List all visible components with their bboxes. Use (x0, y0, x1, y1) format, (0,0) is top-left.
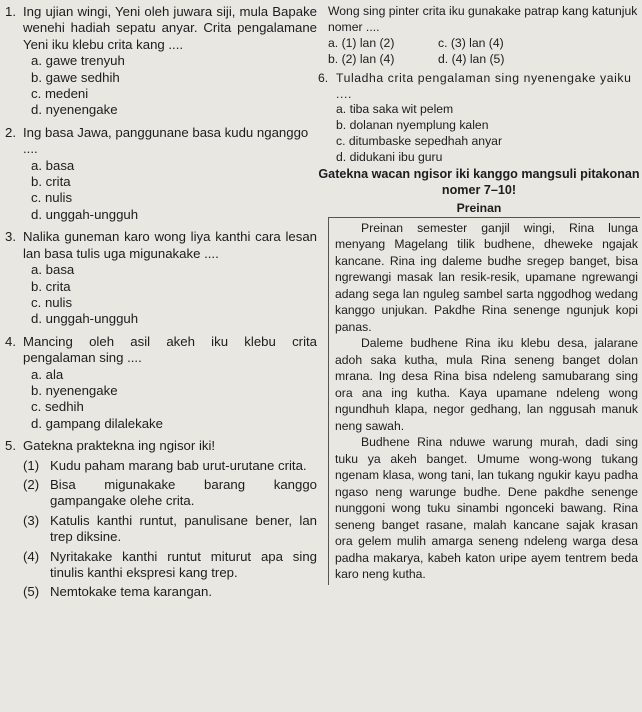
right-column (318, 4, 640, 585)
left-column (5, 4, 317, 601)
option-a[interactable] (31, 53, 317, 69)
option-b[interactable] (31, 279, 317, 295)
task-text: Katulis kanthi runtut, panulisane bener, lan trep diksine. (50, 512, 317, 545)
question-stem: Gatekna praktekna ing ngisor iki! (23, 438, 216, 454)
option-text: basa (45, 262, 75, 278)
option-letter: d. (336, 150, 347, 165)
task-number: (2) (23, 476, 40, 492)
task-item-4 (23, 549, 317, 582)
option-letter: b. (31, 278, 42, 294)
option-c[interactable] (31, 190, 317, 206)
question-stem: Mancing oleh asil akeh iku klebu crita pengalaman sing .... (23, 333, 317, 366)
option-c[interactable] (31, 399, 317, 415)
passage-title: Preinan (456, 200, 502, 215)
option-letter: a. (31, 366, 42, 382)
passage-paragraph-3: Budhene Rina nduwe warung murah, dadi sing tuku ya akeh banget. Umume wong-wong tukang ngenam klasa, wong tani, lan tukang ngukir kayu padha ngaso neng warunge budhe. Dene pakdhe senenge nunggoni wong tuku sinambi ngonceki bawang. Rina seneng banget rasane, malah kancane sajak krasan ora gelem mulih amarga seneng ndeleng warga desa padha makarya, kabeh katon uripe ayem tentrem beda karo neng kutha. (335, 435, 638, 582)
option-a[interactable] (31, 158, 317, 174)
option-text: nyenengake (45, 102, 118, 118)
option-letter: d. (438, 51, 449, 66)
option-letter: a. (31, 157, 42, 173)
option-b[interactable] (336, 118, 640, 134)
reading-passage (328, 217, 640, 585)
option-letter: a. (31, 262, 42, 278)
option-letter: b. (31, 382, 42, 398)
option-letter: d. (31, 206, 42, 222)
option-d[interactable] (336, 150, 640, 166)
option-b[interactable] (31, 174, 317, 190)
option-letter: d. (31, 415, 42, 431)
task-item-2 (23, 477, 317, 510)
option-a[interactable] (31, 367, 317, 383)
option-text: gawe sedhih (45, 69, 120, 85)
option-c[interactable] (336, 134, 640, 150)
task-item-5 (23, 584, 317, 600)
question-continued (318, 4, 640, 68)
option-text: gawe trenyuh (45, 53, 125, 69)
option-letter: b. (31, 69, 42, 85)
option-text: tiba saka wit pelem (349, 102, 454, 117)
question-5 (5, 438, 317, 601)
question-number: 1. (5, 4, 16, 19)
passage-paragraph-2: Daleme budhene Rina iku klebu desa, jalarane adoh saka kutha, mula Rina seneng banget dolan mrana. Ing desa Rina bisa ndeleng samubarang sing ora ana ing kutha. Kaya upamane ndeleng wong ngundhuh klapa, negor gedhang, lan nggusah manuk neng sawah. (335, 336, 638, 433)
question-1 (5, 4, 317, 119)
option-letter: c. (31, 190, 42, 206)
option-c[interactable] (31, 86, 317, 102)
option-text: didukani ibu guru (349, 150, 443, 165)
task-item-3 (23, 513, 317, 546)
option-letter: a. (31, 53, 42, 69)
option-text: gampang dilalekake (45, 415, 163, 431)
option-row-2 (328, 52, 640, 68)
option-text: ala (45, 366, 64, 382)
option-text: (4) lan (5) (451, 51, 505, 66)
option-c[interactable] (31, 295, 317, 311)
option-d[interactable] (31, 102, 317, 118)
task-text: Nemtokake tema karangan. (50, 584, 212, 600)
passage-paragraph-1: Preinan semester ganjil wingi, Rina lunga menyang Magelang tilik budhene, dheweke ngajak kancane. Rina ing daleme budhe sregep banget, bisa ngrewangi masak lan resik-resik, upamane ngrewangi adang sega lan nguleg sambel sarta nggodhog wedang kanggo unjukan. Pakdhe Rina senenge ngunjuk kopi panas. (335, 220, 638, 334)
question-stem: Wong sing pinter crita iku gunakake patrap kang katunjuk nomer .... (328, 4, 638, 34)
task-number: (1) (23, 457, 40, 473)
option-text: crita (45, 174, 71, 190)
option-text: unggah-ungguh (45, 206, 139, 222)
question-4 (5, 334, 317, 432)
option-c[interactable] (438, 36, 504, 52)
task-text: Nyritakake kanthi runtut miturut apa sing tinulis kanthi ekspresi kang trep. (50, 548, 317, 580)
option-d[interactable] (438, 52, 504, 68)
option-text: (3) lan (4) (450, 35, 504, 50)
option-letter: c. (31, 399, 42, 415)
option-d[interactable] (31, 416, 317, 432)
question-number: 4. (5, 333, 16, 349)
option-letter: c. (31, 294, 42, 310)
option-b[interactable] (31, 383, 317, 399)
task-text: Bisa migunakake barang kanggo gampangake olehe crita. (50, 476, 317, 509)
option-text: nyenengake (45, 382, 118, 398)
option-text: nulis (44, 294, 73, 310)
option-b[interactable] (31, 70, 317, 86)
option-text: nulis (44, 190, 73, 206)
option-letter: b. (328, 51, 339, 66)
option-letter: c. (31, 86, 42, 102)
option-letter: b. (336, 118, 347, 133)
option-row-1 (328, 36, 640, 52)
question-3 (5, 229, 317, 327)
task-text: Kudu paham marang bab urut-urutane crita. (50, 457, 307, 473)
option-letter: a. (336, 102, 347, 117)
option-text: (2) lan (4) (341, 51, 395, 66)
option-letter: c. (336, 134, 346, 149)
option-letter: c. (438, 35, 448, 50)
option-letter: d. (31, 311, 42, 327)
option-a[interactable] (31, 262, 317, 278)
option-text: basa (45, 157, 75, 173)
option-b[interactable] (328, 52, 438, 68)
question-stem: Nalika guneman karo wong liya kanthi cara lesan lan basa tulis uga migunakake .... (23, 229, 317, 261)
option-text: crita (45, 278, 71, 294)
question-number: 2. (5, 124, 16, 140)
question-2 (5, 125, 317, 223)
question-stem: Ing basa Jawa, panggunane basa kudu nganggo .... (23, 124, 309, 157)
option-d[interactable] (31, 207, 317, 223)
option-text: ditumbaske sepedhah anyar (348, 134, 502, 149)
question-number: 5. (5, 438, 16, 454)
section-instruction: Gatekna wacan ngisor iki kanggo mangsuli pitakonan nomer 7–10! (318, 167, 640, 197)
option-text: dolanan nyemplung kalen (349, 118, 489, 133)
question-stem: Tuladha crita pengalaman sing nyenengake yaiku .... (336, 70, 632, 101)
task-number: (5) (23, 584, 40, 600)
option-a[interactable] (336, 102, 640, 118)
question-6 (318, 71, 640, 166)
option-text: (1) lan (2) (341, 35, 395, 50)
task-item-1 (23, 458, 317, 474)
option-a[interactable] (328, 36, 438, 52)
option-text: unggah-ungguh (45, 311, 139, 327)
task-number: (4) (23, 548, 40, 564)
option-d[interactable] (31, 311, 317, 327)
question-stem: Ing ujian wingi, Yeni oleh juwara siji, mula Bapake wenehi hadiah sepatu anyar. Crita pengalamane Yeni iku klebu crita kang .... (23, 4, 317, 52)
option-letter: a. (328, 35, 339, 50)
option-letter: b. (31, 174, 42, 190)
option-text: medeni (44, 86, 89, 102)
question-number: 3. (5, 229, 16, 245)
option-letter: d. (31, 102, 42, 118)
task-number: (3) (23, 512, 40, 528)
option-text: sedhih (44, 399, 84, 415)
question-number: 6. (318, 70, 329, 85)
